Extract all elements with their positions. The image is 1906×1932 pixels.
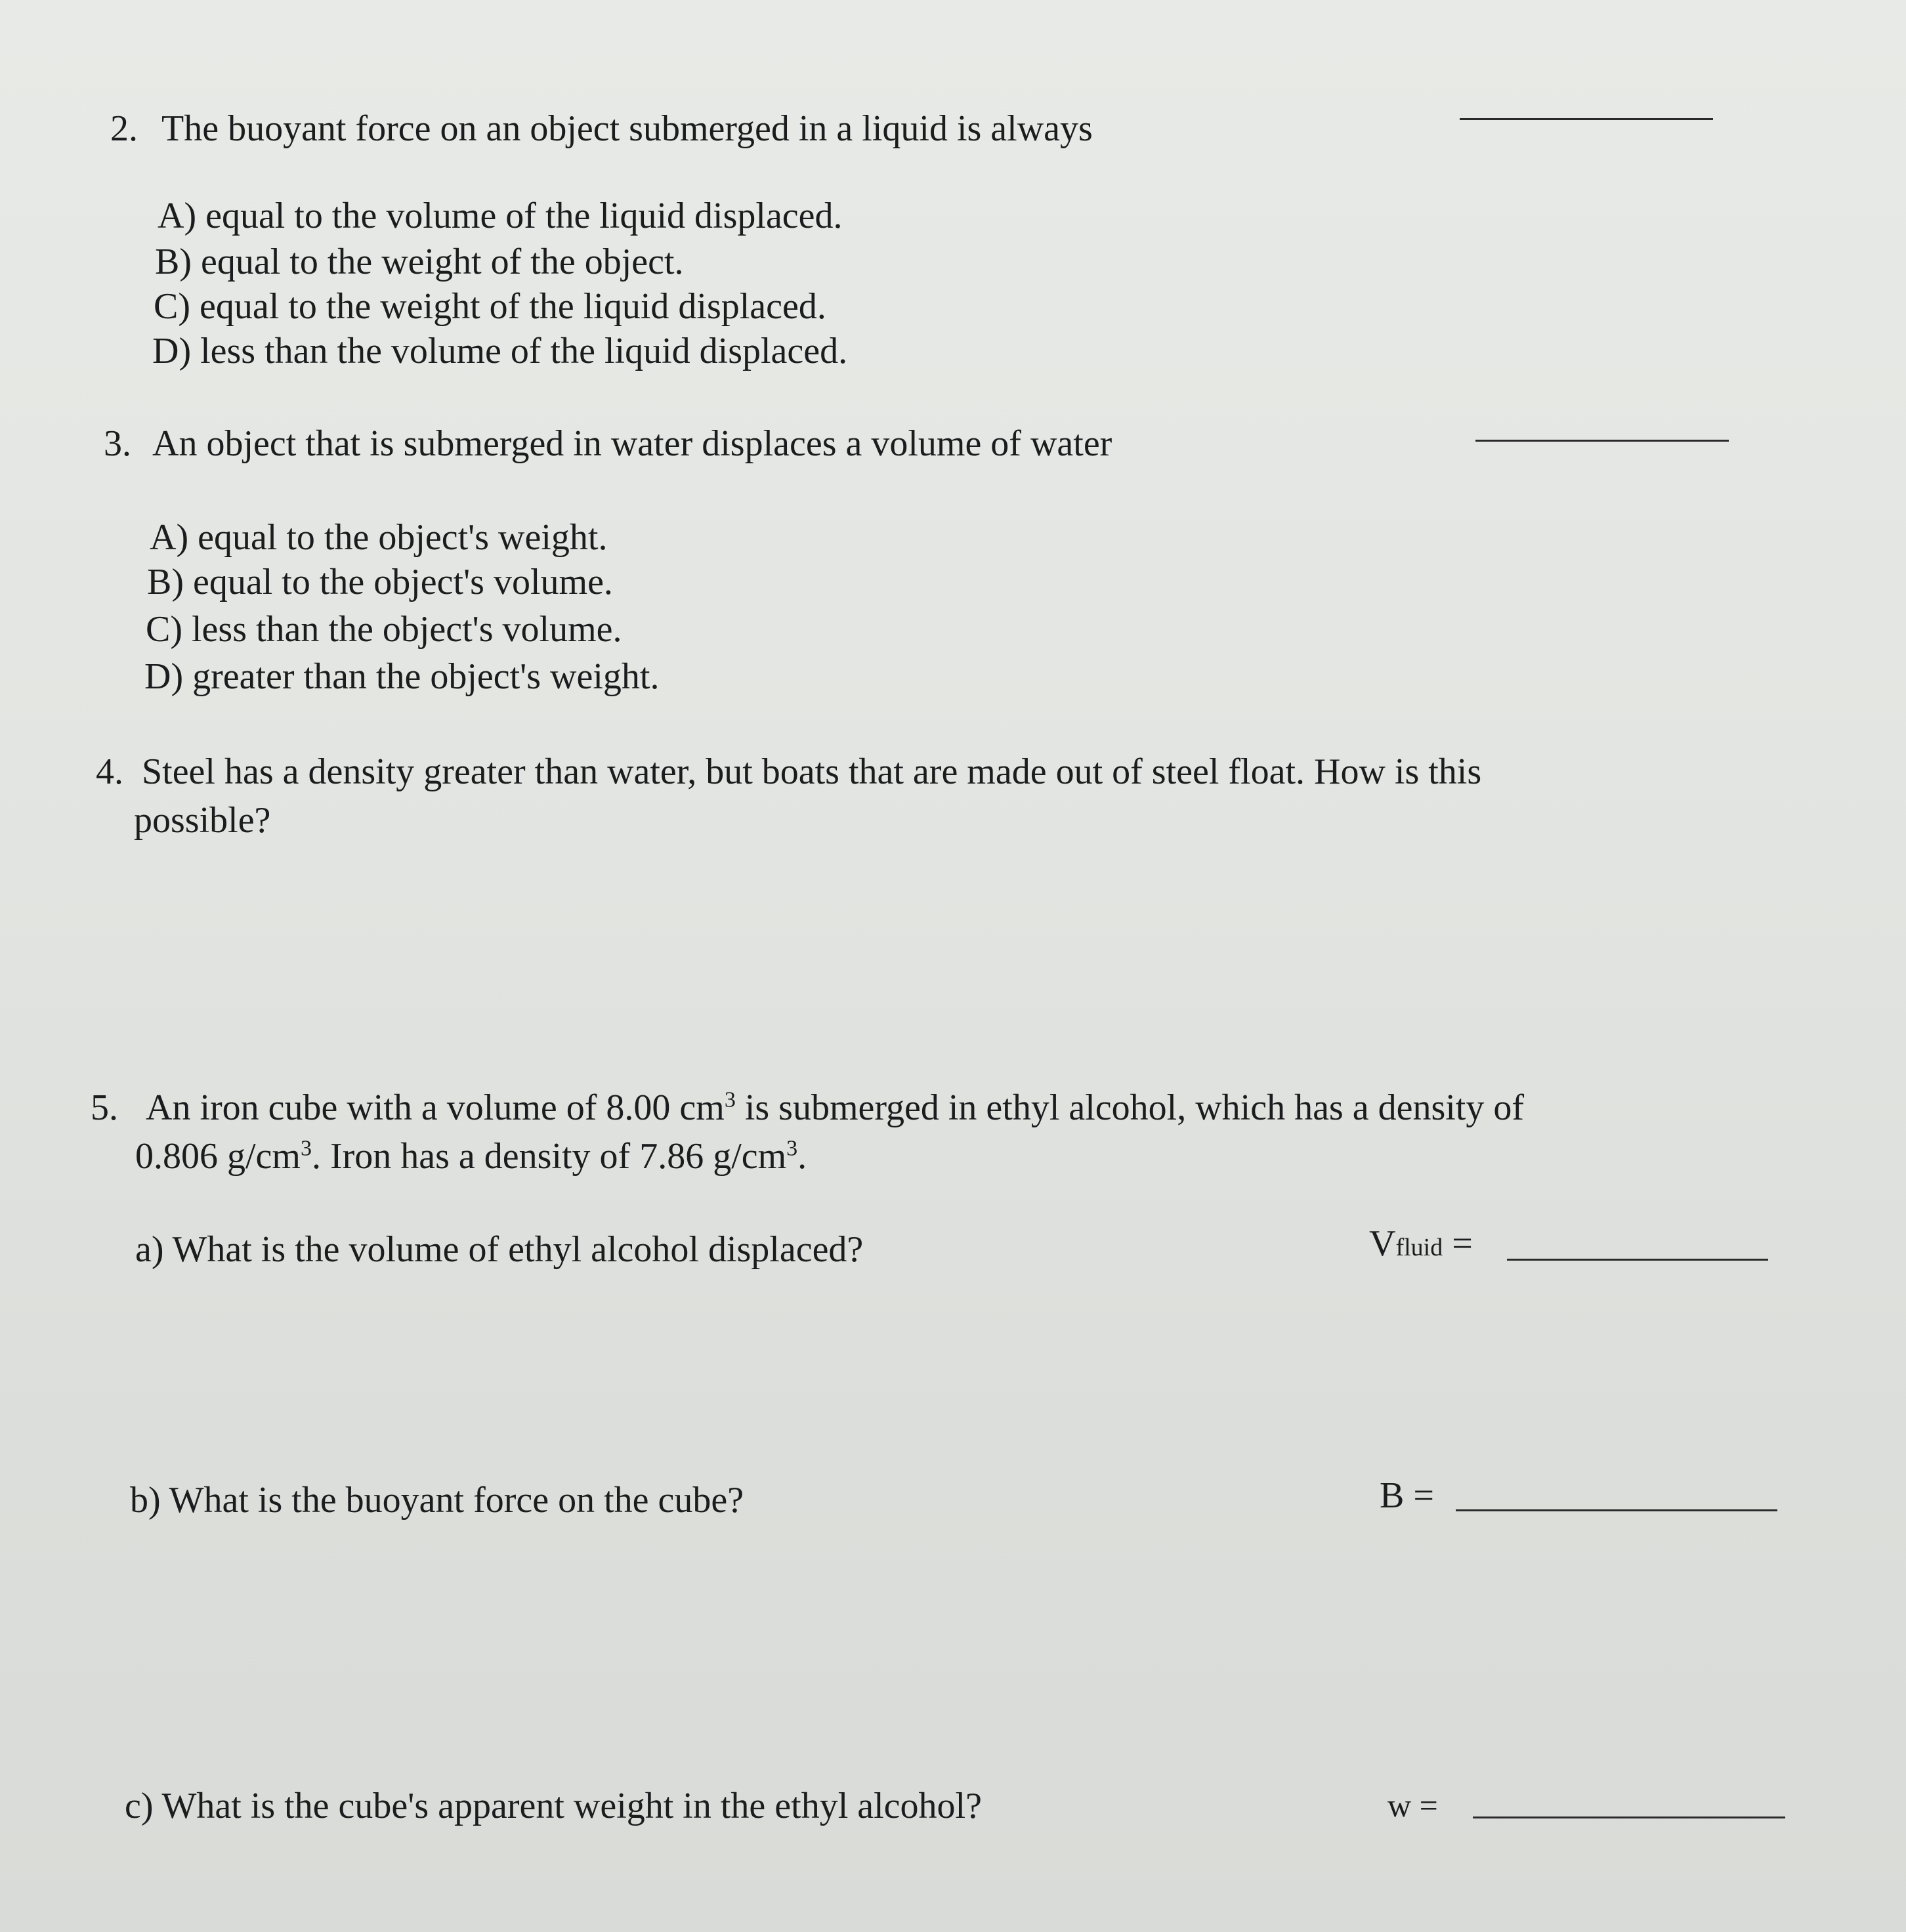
- q3-option-c[interactable]: C) less than the object's volume.: [146, 609, 622, 650]
- q2-option-b[interactable]: B) equal to the weight of the object.: [155, 242, 684, 282]
- variable: V: [1369, 1223, 1396, 1264]
- question-text-part: . Iron has a density of 7.86 g/cm: [311, 1136, 787, 1177]
- question-number: 2.: [110, 108, 138, 149]
- equals-sign: =: [1443, 1223, 1473, 1264]
- answer-blank-q3[interactable]: [1475, 440, 1729, 442]
- v-fluid-label: [1369, 1221, 1473, 1270]
- exponent: 3: [724, 1087, 736, 1112]
- question-number: 3.: [104, 423, 131, 464]
- answer-blank-v-fluid[interactable]: [1507, 1259, 1768, 1261]
- answer-blank-buoyant-force[interactable]: [1456, 1509, 1777, 1511]
- question-5-line-2: [135, 1133, 807, 1180]
- q5-part-c: c) What is the cube's apparent weight in the ethyl alcohol?: [125, 1786, 982, 1826]
- question-3: [104, 420, 1112, 467]
- q3-option-d[interactable]: D) greater than the object's weight.: [144, 656, 660, 697]
- question-number: 4.: [96, 751, 123, 792]
- question-4-line-2: possible?: [134, 800, 271, 841]
- question-text-part: is submerged in ethyl alcohol, which has a density of: [735, 1087, 1524, 1128]
- question-2: [110, 105, 1093, 152]
- q2-option-d[interactable]: D) less than the volume of the liquid displaced.: [152, 331, 848, 371]
- question-5: [91, 1084, 1524, 1131]
- subscript: fluid: [1395, 1234, 1443, 1261]
- q5-part-b: b) What is the buoyant force on the cube?: [130, 1480, 744, 1521]
- q2-option-a[interactable]: A) equal to the volume of the liquid displaced.: [158, 196, 843, 236]
- q2-option-c[interactable]: C) equal to the weight of the liquid displaced.: [154, 286, 826, 327]
- exponent: 3: [786, 1136, 798, 1161]
- question-4: [96, 748, 1481, 795]
- apparent-weight-label: w =: [1387, 1787, 1438, 1824]
- question-text-part: An iron cube with a volume of 8.00 cm: [146, 1087, 725, 1128]
- question-text-part: 0.806 g/cm: [135, 1136, 301, 1177]
- question-text: The buoyant force on an object submerged in a liquid is always: [161, 108, 1093, 149]
- answer-blank-q2[interactable]: [1460, 118, 1713, 120]
- q3-option-b[interactable]: B) equal to the object's volume.: [147, 562, 613, 602]
- exponent: 3: [300, 1136, 312, 1161]
- question-text: An object that is submerged in water displaces a volume of water: [152, 423, 1112, 464]
- question-text-part: .: [797, 1136, 807, 1177]
- question-number: 5.: [91, 1087, 118, 1128]
- buoyant-force-label: B =: [1380, 1475, 1434, 1516]
- q5-part-a: a) What is the volume of ethyl alcohol displaced?: [135, 1229, 864, 1270]
- question-text-line-1: Steel has a density greater than water, but boats that are made out of steel float. How is this: [142, 751, 1482, 792]
- q3-option-a[interactable]: A) equal to the object's weight.: [150, 517, 608, 558]
- answer-blank-apparent-weight[interactable]: [1473, 1816, 1785, 1818]
